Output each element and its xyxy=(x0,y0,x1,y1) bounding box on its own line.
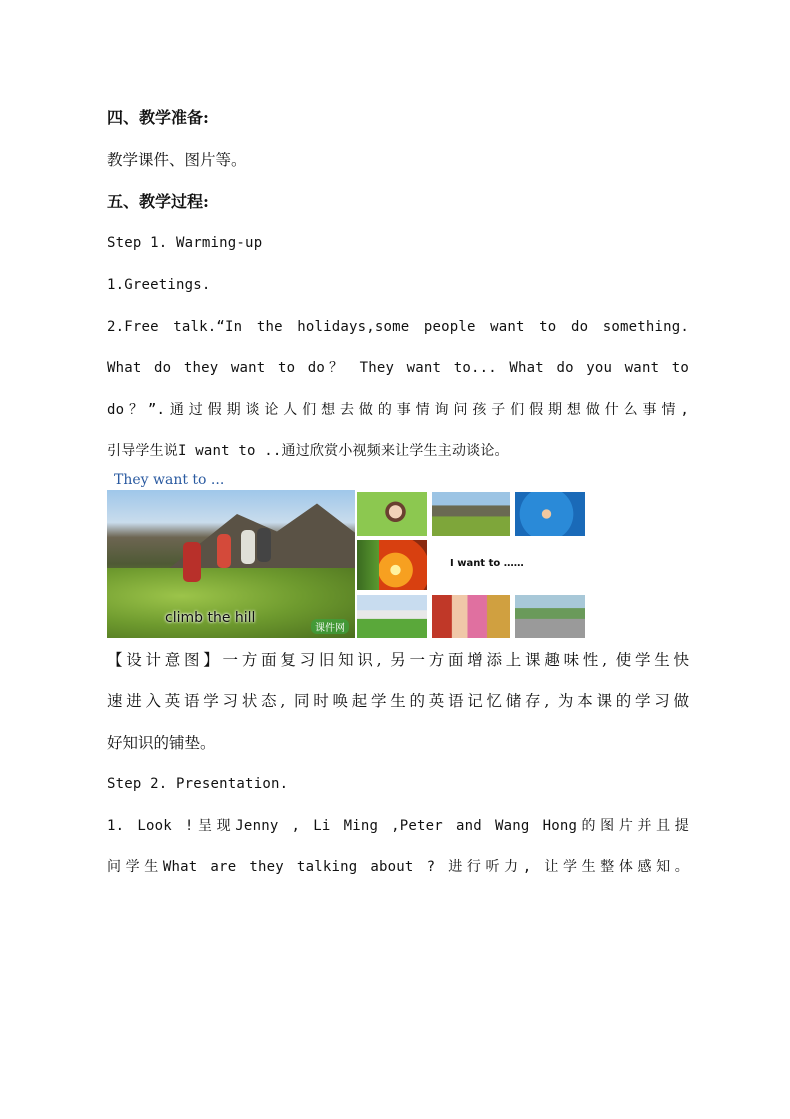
i-want-caption: I want to …… xyxy=(450,558,524,569)
process-heading: 五、教学过程: xyxy=(107,192,209,211)
design-line1: 【设计意图】一方面复习旧知识, 另一方面增添上课趣味性, 使学生快 xyxy=(107,651,689,669)
step1-item2-line1: 2.Free talk.“In the holidays,some people want to do something. xyxy=(107,319,689,335)
take-photos-photo xyxy=(357,492,427,536)
hiker-figure xyxy=(257,528,271,562)
step2-item1-line1: 1. Look !呈现Jenny , Li Ming ,Peter and Wang Hong的图片并且提 xyxy=(107,818,689,834)
step1-item2-line2: What do they want to do？ They want to... What do you want to xyxy=(107,360,689,376)
swimming-photo xyxy=(515,492,585,536)
step2-title: Step 2. Presentation. xyxy=(107,776,289,792)
collage-caption: They want to ... xyxy=(114,472,225,488)
design-line2: 速进入英语学习状态, 同时唤起学生的英语记忆储存, 为本课的学习做 xyxy=(107,692,689,710)
climb-hill-photo xyxy=(107,490,355,638)
shopping-photo xyxy=(432,595,510,638)
tree-shape xyxy=(357,540,379,590)
prep-heading: 四、教学准备: xyxy=(107,108,209,127)
design-line3: 好知识的铺垫。 xyxy=(107,734,216,752)
prep-text: 教学课件、图片等。 xyxy=(107,151,247,169)
step1-item2-line3: do？”.通过假期谈论人们想去做的事情询问孩子们假期想做什么事情, xyxy=(107,402,689,418)
hiker-figure xyxy=(183,542,201,582)
sunset-photo xyxy=(357,540,427,590)
activity-photo-collage xyxy=(107,472,587,638)
step1-item1: 1.Greetings. xyxy=(107,277,211,293)
walking-photo xyxy=(515,595,585,638)
hiker-figure xyxy=(217,534,231,568)
step1-item2-line4: 引导学生说I want to ..通过欣赏小视频来让学生主动谈论。 xyxy=(107,443,509,459)
hiker-figure xyxy=(241,530,255,564)
hiking-photo xyxy=(432,492,510,536)
football-photo xyxy=(357,595,427,638)
photo-caption: climb the hill xyxy=(165,610,256,626)
step1-title: Step 1. Warming-up xyxy=(107,235,263,251)
watermark-logo: 课件网 xyxy=(311,619,349,634)
step2-item1-line2: 问学生What are they talking about ? 进行听力, 让学生整体感知。 xyxy=(107,859,689,875)
